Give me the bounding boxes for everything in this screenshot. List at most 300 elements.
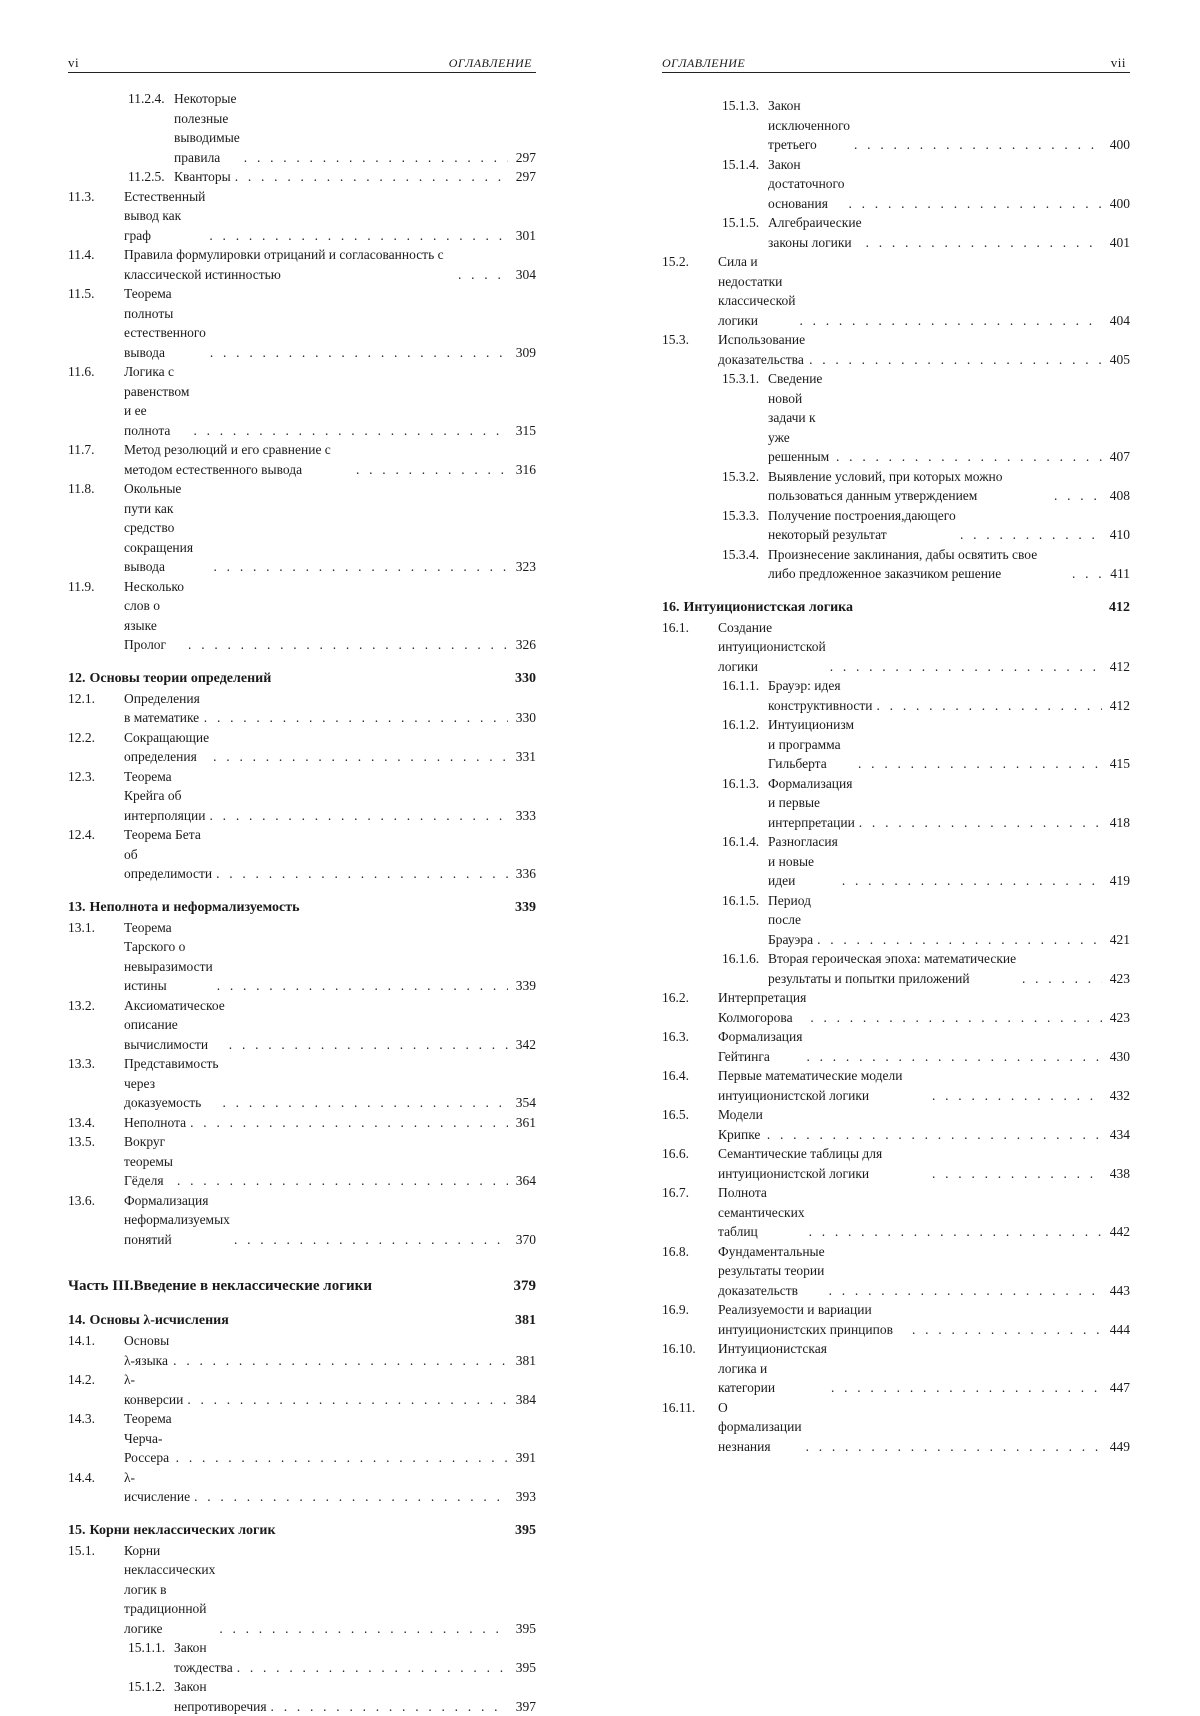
dot-leader — [217, 976, 508, 996]
running-title-left: ОГЛАВЛЕНИЕ — [449, 56, 532, 71]
toc-entry-title: Формализация и первые интерпретации — [768, 774, 855, 833]
dot-leader — [229, 1035, 508, 1055]
toc-entry-title: Неполнота и неформализуемость — [90, 898, 300, 918]
toc-entry-page: 412 — [1106, 657, 1130, 677]
toc-entry[interactable] — [68, 187, 536, 246]
toc-entry-page: 449 — [1106, 1437, 1130, 1457]
toc-entry-number: 15.1.5. — [722, 213, 768, 233]
toc-entry-body — [124, 996, 512, 1055]
toc-entry[interactable] — [662, 1398, 1130, 1457]
toc-entry-title: Модели Крипке — [718, 1105, 763, 1144]
page-number-left: vi — [68, 55, 79, 71]
toc-entry-number: 13.5. — [68, 1132, 124, 1152]
right-page — [662, 0, 1130, 874]
toc-entry-number: 16.7. — [662, 1183, 718, 1203]
toc-entry-number: 15. — [68, 1521, 86, 1541]
dot-leader — [237, 1658, 508, 1678]
toc-entry-body — [768, 832, 1106, 891]
toc-entry-number: 11.8. — [68, 479, 124, 499]
toc-entry[interactable] — [68, 167, 536, 187]
toc-entry-page: 326 — [512, 635, 536, 655]
toc-entry-page: 333 — [512, 806, 536, 826]
toc-entry[interactable] — [68, 728, 536, 767]
toc-entry-number: 15.1.1. — [128, 1638, 174, 1658]
toc-entry-title: Правила формулировки отрицаний и согласованность с классической истинностью — [124, 245, 454, 284]
toc-entry-page: 444 — [1106, 1320, 1130, 1340]
dot-leader — [177, 1171, 508, 1191]
toc-entry-title: Естественный вывод как граф — [124, 187, 205, 246]
toc-entry-page: 405 — [1106, 350, 1130, 370]
toc-chapter[interactable] — [68, 898, 536, 918]
toc-chapter[interactable] — [662, 598, 1130, 618]
toc-entry[interactable] — [68, 767, 536, 826]
toc-entry-body — [768, 715, 1106, 774]
toc-entry-page: 410 — [1106, 525, 1130, 545]
dot-leader — [173, 1351, 508, 1371]
toc-entry-body — [718, 252, 1106, 330]
toc-entry[interactable] — [662, 1027, 1130, 1066]
toc-entry[interactable] — [662, 618, 1130, 677]
dot-leader — [356, 460, 508, 480]
toc-entry-title: Первые математические модели интуиционистской логики — [718, 1066, 928, 1105]
toc-entry-page: 370 — [512, 1230, 536, 1250]
toc-entry-page: 404 — [1106, 311, 1130, 331]
toc-entry-title: Формализация Гейтинга — [718, 1027, 802, 1066]
dot-leader — [960, 525, 1102, 545]
toc-entry-number: 15.3.2. — [722, 467, 768, 487]
toc-entry-body — [124, 1409, 512, 1468]
toc-entry[interactable] — [68, 1132, 536, 1191]
toc-entry-body — [718, 1300, 1106, 1339]
toc-entry-title: Семантические таблицы для интуиционистской логики — [718, 1144, 928, 1183]
toc-entry-body — [124, 284, 512, 362]
toc-entry[interactable] — [662, 1339, 1130, 1398]
toc-entry-title: Основы теории определений — [90, 669, 272, 689]
toc-entry[interactable] — [662, 891, 1130, 950]
toc-entry-title: Представимость через доказуемость — [124, 1054, 219, 1113]
dot-leader — [193, 421, 508, 441]
toc-entry-number: 15.1.4. — [722, 155, 768, 175]
toc-entry[interactable] — [68, 825, 536, 884]
toc-entry-page: 364 — [512, 1171, 536, 1191]
toc-entry-page: 423 — [1106, 969, 1130, 989]
dot-leader — [810, 1008, 1102, 1028]
dot-leader — [213, 747, 508, 767]
toc-entry-page: 401 — [1106, 233, 1130, 253]
toc-entry-number: 16.1.2. — [722, 715, 768, 735]
toc-entry-page: 442 — [1106, 1222, 1130, 1242]
toc-entry-page: 395 — [512, 1619, 536, 1639]
toc-entry-title: Закон непротиворечия — [174, 1677, 267, 1716]
toc-entry-body — [718, 618, 1106, 677]
dot-leader — [210, 343, 508, 363]
toc-entry-title: Фундаментальные результаты теории доказательств — [718, 1242, 825, 1301]
toc-entry-page: 315 — [512, 421, 536, 441]
toc-entry-title: Некоторые полезные выводимые правила — [174, 89, 240, 167]
toc-entry-title: Формализация неформализуемых понятий — [124, 1191, 230, 1250]
toc-entry-body — [124, 1468, 512, 1507]
toc-entry-body — [124, 440, 512, 479]
toc-entry-title: Теорема Крейга об интерполяции — [124, 767, 206, 826]
running-title-right: ОГЛАВЛЕНИЕ — [662, 56, 745, 71]
toc-entry-number: 13.4. — [68, 1113, 124, 1133]
toc-entry[interactable] — [662, 774, 1130, 833]
toc-entry[interactable] — [662, 96, 1130, 155]
toc-entry-number: 16. — [662, 598, 680, 618]
running-head-left — [68, 56, 536, 73]
toc-entry-page: 297 — [512, 167, 536, 187]
toc-entry-page: 339 — [512, 976, 536, 996]
toc-entry-number: 16.2. — [662, 988, 718, 1008]
toc-entry-title: Теорема Бета об определимости — [124, 825, 212, 884]
toc-entry[interactable] — [662, 1144, 1130, 1183]
toc-entry-page: 330 — [512, 669, 536, 689]
toc-entry-number: 14. — [68, 1311, 86, 1331]
toc-entry-title: Окольные пути как средство сокращения вывода — [124, 479, 210, 577]
toc-entry-number: 11.9. — [68, 577, 124, 597]
toc-entry-number: 15.3.3. — [722, 506, 768, 526]
running-head-right — [662, 56, 1130, 73]
toc-entry-page: 323 — [512, 557, 536, 577]
left-page — [68, 0, 536, 874]
toc-entry-page: 330 — [512, 708, 536, 728]
toc-entry-title: Логика с равенством и ее полнота — [124, 362, 189, 440]
toc-entry[interactable] — [662, 1242, 1130, 1301]
toc-entry-title: Сведение новой задачи к уже решенным — [768, 369, 832, 467]
toc-entry[interactable] — [68, 1468, 536, 1507]
toc-entry[interactable] — [68, 1677, 536, 1716]
dot-leader — [210, 806, 508, 826]
toc-entry[interactable] — [68, 245, 536, 284]
toc-entry[interactable] — [662, 155, 1130, 214]
toc-entry-body — [124, 245, 512, 284]
toc-entry[interactable] — [68, 1054, 536, 1113]
toc-entry-page: 316 — [512, 460, 536, 480]
toc-entry-page: 379 — [512, 1275, 536, 1297]
dot-leader — [223, 1093, 508, 1113]
toc-chapter[interactable] — [68, 669, 536, 689]
toc-entry-body — [124, 1331, 512, 1370]
toc-entry[interactable] — [662, 715, 1130, 774]
toc-entry-body — [124, 1370, 512, 1409]
toc-entry-number: 12.4. — [68, 825, 124, 845]
toc-entry-title: Реализуемости и вариации интуиционистских принципов — [718, 1300, 908, 1339]
toc-entry-page: 447 — [1106, 1378, 1130, 1398]
toc-entry-title: Корни неклассических логик в традиционной логике — [124, 1541, 215, 1639]
toc-entry-title: Период после Брауэра — [768, 891, 813, 950]
dot-leader — [806, 1437, 1102, 1457]
toc-entry-number: 11.6. — [68, 362, 124, 382]
toc-entry-page: 354 — [512, 1093, 536, 1113]
toc-entry-number: 16.1. — [662, 618, 718, 638]
toc-entry[interactable] — [68, 1409, 536, 1468]
toc-entry-page: 443 — [1106, 1281, 1130, 1301]
toc-entry-body — [768, 96, 1106, 155]
toc-entry[interactable] — [662, 545, 1130, 584]
toc-entry[interactable] — [68, 1331, 536, 1370]
toc-entry-body — [174, 89, 512, 167]
toc-entry-page: 391 — [512, 1448, 536, 1468]
toc-entry-body — [124, 1541, 512, 1639]
toc-entry-number: 16.1.3. — [722, 774, 768, 794]
toc-entry-page: 432 — [1106, 1086, 1130, 1106]
toc-entry[interactable] — [662, 330, 1130, 369]
toc-entry-number: 11.2.4. — [128, 89, 174, 109]
toc-entry-page: 395 — [512, 1521, 536, 1541]
toc-entry-title: Сила и недостатки классической логики — [718, 252, 795, 330]
dot-leader — [244, 148, 508, 168]
toc-chapter[interactable] — [68, 1311, 536, 1331]
toc-entry[interactable] — [662, 252, 1130, 330]
toc-entry[interactable] — [68, 1191, 536, 1250]
toc-entry-title: Корни неклассических логик — [90, 1521, 276, 1541]
dot-leader — [1054, 486, 1102, 506]
toc-entry-number: 16.6. — [662, 1144, 718, 1164]
toc-entry-title: Неполнота — [124, 1113, 186, 1133]
toc-entry-page: 336 — [512, 864, 536, 884]
dot-leader — [235, 167, 508, 187]
toc-entry[interactable] — [68, 440, 536, 479]
toc-entry[interactable] — [662, 832, 1130, 891]
toc-entry-title: Получение построения,дающего некоторый результат — [768, 506, 956, 545]
dot-leader — [858, 754, 1102, 774]
toc-entry-body — [718, 1144, 1106, 1183]
toc-entry-number: 12. — [68, 669, 86, 689]
toc-part[interactable] — [68, 1275, 536, 1297]
toc-entry-body — [718, 1398, 1106, 1457]
dot-leader — [859, 813, 1102, 833]
toc-entry-body — [768, 949, 1106, 988]
toc-entry-title: Алгебраические законы логики — [768, 213, 862, 252]
toc-entry-number: 14.2. — [68, 1370, 124, 1390]
toc-entry-page: 384 — [512, 1390, 536, 1410]
dot-leader — [809, 350, 1102, 370]
toc-entry-number: 13.6. — [68, 1191, 124, 1211]
toc-entry[interactable] — [662, 1066, 1130, 1105]
toc-entry-body — [768, 467, 1106, 506]
toc-list-right — [662, 96, 1130, 1456]
toc-entry-number: 12.3. — [68, 767, 124, 787]
toc-entry[interactable] — [662, 1183, 1130, 1242]
dot-leader — [187, 1390, 508, 1410]
toc-entry-number: 16.8. — [662, 1242, 718, 1262]
toc-entry-page: 419 — [1106, 871, 1130, 891]
dot-leader — [204, 708, 508, 728]
toc-entry-title: Несколько слов о языке Пролог — [124, 577, 184, 655]
toc-entry-body — [124, 187, 512, 246]
toc-entry[interactable] — [662, 1300, 1130, 1339]
toc-entry-page: 304 — [512, 265, 536, 285]
toc-entry[interactable] — [662, 988, 1130, 1027]
toc-entry[interactable] — [68, 479, 536, 577]
toc-entry-body — [768, 545, 1106, 584]
toc-entry[interactable] — [68, 689, 536, 728]
toc-entry-page: 434 — [1106, 1125, 1130, 1145]
dot-leader — [188, 635, 508, 655]
dot-leader — [190, 1113, 508, 1133]
toc-entry[interactable] — [662, 467, 1130, 506]
toc-entry-number: 15.3. — [662, 330, 718, 350]
toc-entry[interactable] — [662, 213, 1130, 252]
toc-entry-page: 342 — [512, 1035, 536, 1055]
toc-entry-body — [124, 362, 512, 440]
toc-entry-page: 400 — [1106, 194, 1130, 214]
toc-entry-title: Интуиционизм и программа Гильберта — [768, 715, 854, 774]
dot-leader — [849, 194, 1103, 214]
dot-leader — [176, 1448, 508, 1468]
toc-entry-title: Основы λ-исчисления — [90, 1311, 229, 1331]
toc-entry[interactable] — [662, 506, 1130, 545]
toc-entry-body — [124, 1191, 512, 1250]
toc-entry-body — [718, 1339, 1106, 1398]
toc-entry-body — [124, 1054, 512, 1113]
toc-entry-page: 381 — [512, 1351, 536, 1371]
toc-entry-body — [124, 918, 512, 996]
toc-entry[interactable] — [68, 1370, 536, 1409]
toc-entry[interactable] — [68, 1541, 536, 1639]
toc-entry-title: Основы λ-языка — [124, 1331, 169, 1370]
toc-entry-title: Закон тождества — [174, 1638, 233, 1677]
toc-entry-number: 16.9. — [662, 1300, 718, 1320]
toc-entry-body — [90, 898, 513, 918]
toc-entry[interactable] — [662, 949, 1130, 988]
toc-entry-title: Вторая героическая эпоха: математические результаты и попытки приложений — [768, 949, 1018, 988]
toc-entry-title: Сокращающие определения — [124, 728, 209, 767]
dot-leader — [830, 657, 1102, 677]
toc-entry-title: Метод резолюций и его сравнение с методом естественного вывода — [124, 440, 352, 479]
toc-entry-body — [124, 1113, 512, 1133]
toc-entry-number: 16.1.1. — [722, 676, 768, 696]
toc-entry-body — [718, 330, 1106, 369]
toc-entry-number: 16.1.4. — [722, 832, 768, 852]
toc-entry-page: 430 — [1106, 1047, 1130, 1067]
toc-entry-page: 412 — [1106, 598, 1130, 618]
toc-entry-title: Введение в неклассические логики — [133, 1275, 371, 1297]
toc-entry-number: 16.1.5. — [722, 891, 768, 911]
dot-leader — [854, 135, 1102, 155]
toc-entry-body — [124, 825, 512, 884]
toc-entry[interactable] — [662, 676, 1130, 715]
toc-entry-number: 13.1. — [68, 918, 124, 938]
toc-entry-body — [768, 155, 1106, 214]
toc-entry-title: Интерпретация Колмогорова — [718, 988, 806, 1027]
toc-entry-number: 15.2. — [662, 252, 718, 272]
dot-leader — [829, 1281, 1102, 1301]
toc-entry-body — [718, 1242, 1106, 1301]
toc-entry-number: 16.10. — [662, 1339, 718, 1359]
toc-entry[interactable] — [68, 577, 536, 655]
toc-entry[interactable] — [662, 369, 1130, 467]
toc-entry-title: Теорема Тарского о невыразимости истины — [124, 918, 213, 996]
dot-leader — [767, 1125, 1102, 1145]
dot-leader — [799, 311, 1102, 331]
dot-leader — [809, 1222, 1102, 1242]
toc-entry-number: 13. — [68, 898, 86, 918]
toc-entry-page: 381 — [512, 1311, 536, 1331]
toc-entry[interactable] — [68, 362, 536, 440]
toc-entry-page: 309 — [512, 343, 536, 363]
toc-entry-title: Теорема Черча-Россера — [124, 1409, 172, 1468]
dot-leader — [271, 1697, 508, 1716]
toc-entry-body — [768, 676, 1106, 715]
toc-entry-number: 11.2.5. — [128, 167, 174, 187]
toc-entry-number: 11.7. — [68, 440, 124, 460]
toc-entry-title: Аксиоматическое описание вычислимости — [124, 996, 225, 1055]
toc-entry-number: 11.4. — [68, 245, 124, 265]
dot-leader — [817, 930, 1102, 950]
dot-leader — [932, 1086, 1102, 1106]
dot-leader — [1072, 564, 1102, 584]
toc-entry-page: 339 — [512, 898, 536, 918]
toc-entry[interactable] — [68, 284, 536, 362]
toc-entry-page: 407 — [1106, 447, 1130, 467]
toc-entry-number: 15.1.2. — [128, 1677, 174, 1697]
toc-entry-title: Интуиционистская логика — [684, 598, 854, 618]
toc-entry[interactable] — [68, 1638, 536, 1677]
toc-entry[interactable] — [68, 89, 536, 167]
dot-leader — [194, 1487, 508, 1507]
toc-entry-number: 15.1.3. — [722, 96, 768, 116]
toc-entry-body — [124, 689, 512, 728]
dot-leader — [877, 696, 1102, 716]
toc-entry[interactable] — [68, 996, 536, 1055]
toc-entry-body — [124, 728, 512, 767]
toc-entry-number: 16.11. — [662, 1398, 718, 1418]
toc-entry-title: Определения в математике — [124, 689, 200, 728]
toc-entry-page: 397 — [512, 1697, 536, 1716]
toc-entry-body — [124, 1132, 512, 1191]
dot-leader — [806, 1047, 1102, 1067]
dot-leader — [831, 1378, 1102, 1398]
toc-entry-page: 423 — [1106, 1008, 1130, 1028]
toc-entry-page: 331 — [512, 747, 536, 767]
toc-entry-body — [768, 891, 1106, 950]
toc-entry-title: λ-конверсии — [124, 1370, 183, 1409]
toc-entry-body — [124, 479, 512, 577]
toc-entry-title: Брауэр: идея конструктивности — [768, 676, 873, 715]
toc-entry-title: Использование доказательства — [718, 330, 805, 369]
toc-entry-body — [133, 1275, 512, 1297]
toc-entry-title: Создание интуиционистской логики — [718, 618, 826, 677]
toc-entry-body — [174, 1638, 512, 1677]
toc-entry[interactable] — [662, 1105, 1130, 1144]
toc-entry-number: 13.2. — [68, 996, 124, 1016]
dot-leader — [214, 557, 508, 577]
toc-entry-body — [684, 598, 1107, 618]
toc-entry-title: Закон достаточного основания — [768, 155, 845, 214]
toc-entry-title: Разногласия и новые идеи — [768, 832, 838, 891]
toc-entry-title: λ-исчисление — [124, 1468, 190, 1507]
toc-entry[interactable] — [68, 1113, 536, 1133]
toc-entry-title: Вокруг теоремы Гёделя — [124, 1132, 173, 1191]
toc-entry-number: Часть III. — [68, 1275, 133, 1297]
toc-entry-page: 408 — [1106, 486, 1130, 506]
toc-entry-page: 395 — [512, 1658, 536, 1678]
toc-entry-body — [718, 988, 1106, 1027]
toc-entry-number: 11.5. — [68, 284, 124, 304]
toc-entry-body — [718, 1105, 1106, 1144]
toc-entry-page: 418 — [1106, 813, 1130, 833]
toc-entry-body — [718, 1183, 1106, 1242]
toc-entry-body — [718, 1027, 1106, 1066]
dot-leader — [932, 1164, 1102, 1184]
toc-entry-body — [768, 774, 1106, 833]
toc-entry-body — [768, 213, 1106, 252]
toc-entry-body — [90, 669, 513, 689]
toc-entry[interactable] — [68, 918, 536, 996]
toc-entry-body — [90, 1311, 513, 1331]
toc-chapter[interactable] — [68, 1521, 536, 1541]
